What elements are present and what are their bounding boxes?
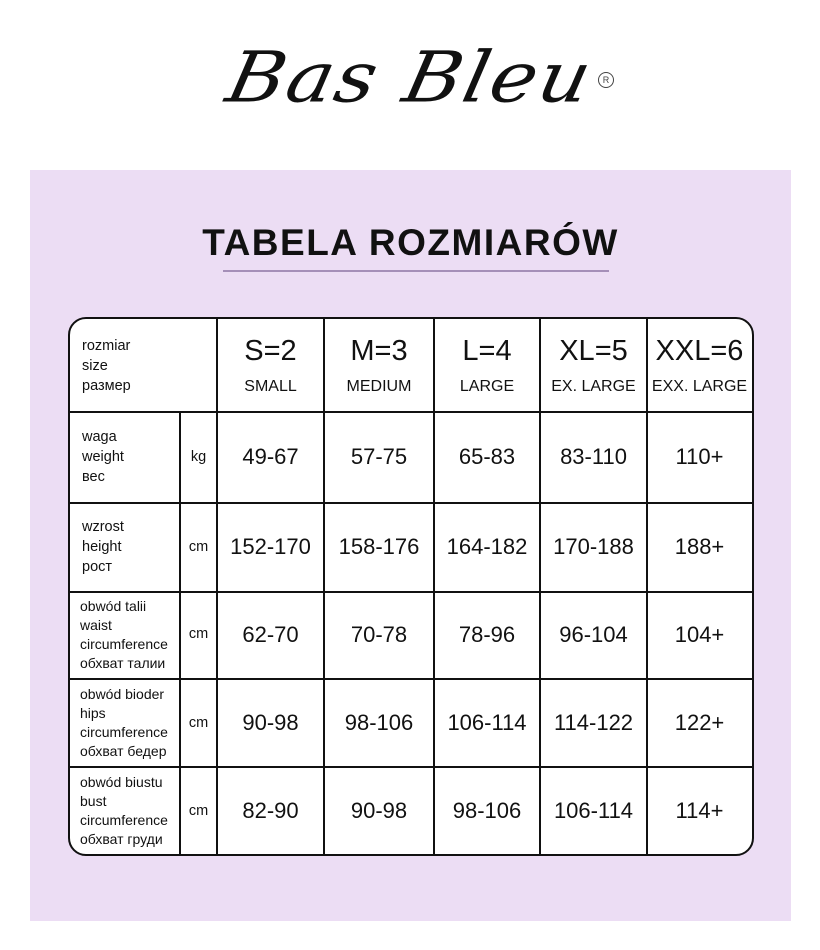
value-cell: 78-96 [458, 622, 516, 647]
value-cell: 57-75 [350, 444, 408, 469]
row-label-waist [70, 592, 180, 678]
title-underline [223, 270, 609, 272]
registered-mark-icon: R [598, 72, 614, 88]
grid-line [539, 319, 541, 854]
header-label-line: size [82, 357, 108, 374]
value-cell: 96-104 [559, 622, 628, 647]
row-label-line: obwód biustu [80, 773, 163, 790]
size-header-xl [540, 319, 647, 412]
size-name: LARGE [459, 377, 515, 395]
row-label-bust [70, 767, 180, 854]
size-code: S=2 [244, 334, 297, 367]
value-cell: 98-106 [452, 797, 522, 823]
grid-line [70, 502, 752, 504]
row-unit: cm [188, 539, 209, 555]
value-cell: 62-70 [242, 622, 299, 647]
value-cell: 114+ [675, 797, 724, 823]
grid-line [433, 319, 435, 854]
size-code: XXL=6 [655, 334, 744, 367]
row-label-line: hips [80, 704, 106, 721]
grid-line [216, 319, 218, 854]
row-label-line: waist [80, 617, 112, 633]
grid-line [70, 411, 752, 413]
size-name: MEDIUM [346, 377, 412, 395]
row-label-line: обхват груди [80, 830, 163, 847]
header-label-line: rozmiar [82, 337, 131, 354]
row-label-hips [70, 679, 180, 766]
size-code: M=3 [350, 334, 408, 367]
size-header-m [324, 319, 434, 412]
header-label-line: размер [82, 377, 131, 394]
grid-line [70, 766, 752, 768]
row-unit: cm [188, 802, 209, 819]
value-cell: 49-67 [242, 444, 299, 469]
size-table [68, 317, 754, 856]
size-chart-panel [30, 170, 791, 921]
row-label-height [70, 503, 180, 591]
value-cell: 110+ [675, 444, 724, 469]
row-label-line: weight [82, 449, 124, 465]
grid-line [70, 591, 752, 593]
value-cell: 83-110 [560, 444, 627, 469]
row-label-line: height [82, 539, 122, 555]
size-name: EX. LARGE [551, 377, 636, 395]
row-label-line: obwód talii [80, 598, 147, 614]
value-cell: 164-182 [446, 534, 528, 559]
size-header-s [217, 319, 324, 412]
row-unit: kg [190, 449, 207, 465]
row-label-weight [70, 412, 180, 502]
value-cell: 114-122 [553, 709, 634, 735]
row-label-line: circumference [80, 723, 168, 740]
value-cell: 152-170 [230, 534, 311, 559]
row-label-line: obwód bioder [80, 685, 165, 702]
row-label-line: waga [82, 429, 117, 445]
chart-title: TABELA ROZMIARÓW [202, 222, 619, 263]
header-label-cell [70, 319, 217, 412]
value-cell: 170-188 [553, 534, 634, 559]
row-label-line: обхват бедер [80, 742, 167, 759]
value-cell: 106-114 [447, 709, 527, 735]
value-cell: 90-98 [242, 709, 299, 735]
size-header-xxl [647, 319, 752, 412]
value-cell: 90-98 [350, 797, 408, 823]
row-unit: cm [188, 626, 209, 642]
brand-logo [0, 18, 820, 138]
brand-wordmark: Bas Bleu [219, 37, 601, 119]
row-label-line: circumference [80, 811, 168, 828]
value-cell: 70-78 [350, 622, 408, 647]
size-code: L=4 [462, 334, 512, 367]
size-header-l [434, 319, 540, 412]
row-label-line: bust [80, 792, 107, 809]
row-label-line: wzrost [82, 519, 124, 535]
grid-line [646, 319, 648, 854]
value-cell: 65-83 [458, 444, 516, 469]
value-cell: 106-114 [553, 797, 634, 823]
grid-line [323, 319, 325, 854]
value-cell: 82-90 [242, 797, 299, 823]
row-unit: cm [188, 714, 209, 731]
size-code: XL=5 [559, 334, 628, 367]
grid-line [70, 678, 752, 680]
row-label-line: circumference [80, 636, 168, 652]
value-cell: 122+ [674, 709, 725, 735]
row-label-line: вес [82, 469, 105, 485]
size-name: EXX. LARGE [651, 377, 748, 395]
value-cell: 188+ [674, 534, 725, 559]
row-label-line: рост [82, 559, 113, 575]
value-cell: 158-176 [338, 534, 420, 559]
grid-line [179, 412, 181, 854]
value-cell: 98-106 [344, 709, 414, 735]
value-cell: 104+ [674, 622, 725, 647]
size-name: SMALL [244, 377, 297, 395]
row-label-line: обхват талии [80, 655, 166, 671]
